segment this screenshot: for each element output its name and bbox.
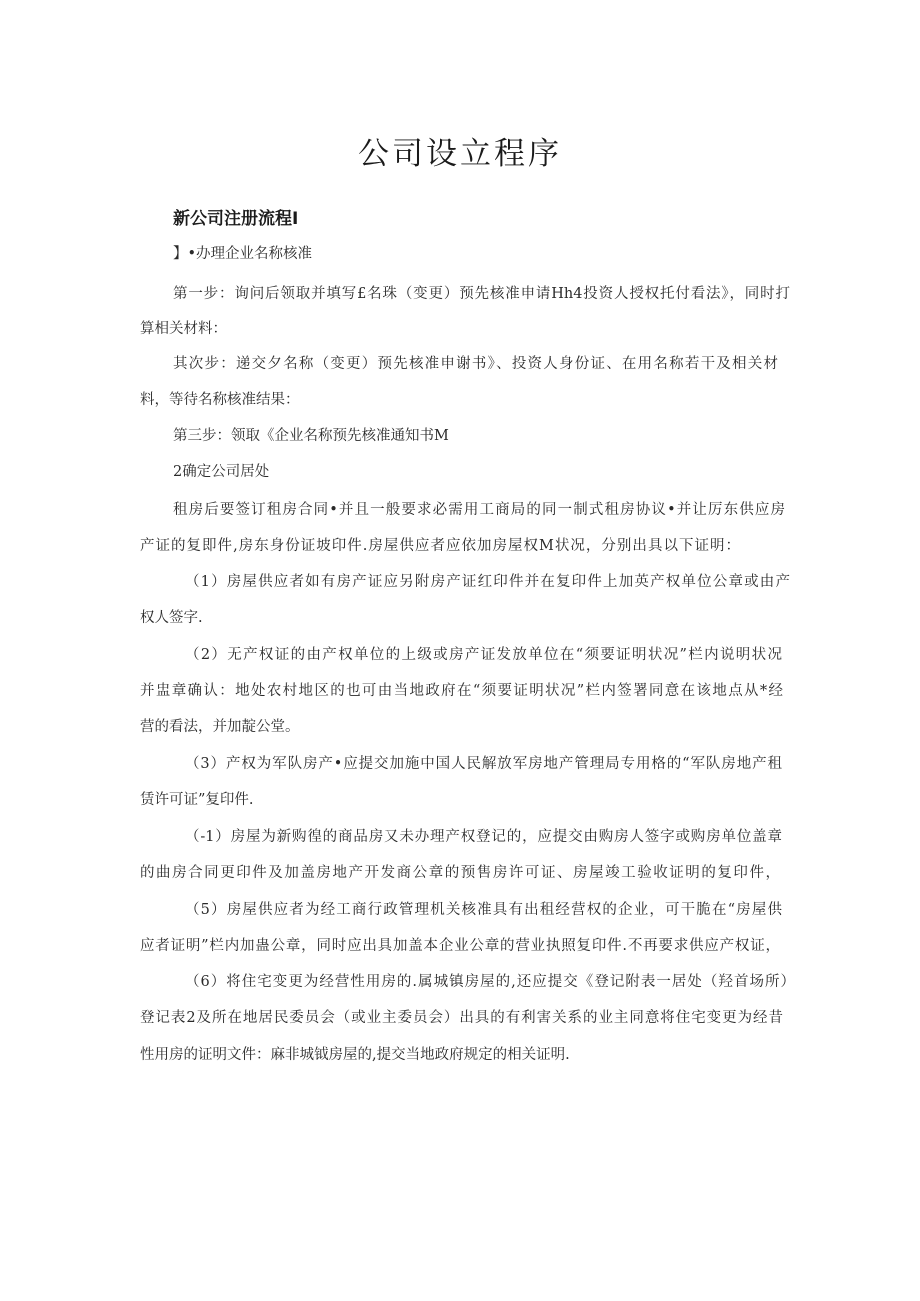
document-title: 公司设立程序 — [358, 136, 562, 172]
paragraph-line1: 租房后要签订租房合同•并且一般要求必需用工商局的同一制式租房协议•并让厉东供应房 — [173, 502, 785, 518]
step1-line1: 第一步：询问后领取并填写£名珠（变更）预先核准申请Hh4投资人授权托付看法》，同时打 — [173, 286, 790, 302]
item1-line1: （1）房屋供应者如有房产证应另附房产证红印件并在复印件上加英产权单位公章或由产 — [185, 574, 790, 590]
item5-line2: 应者证明”栏内加蛊公章，同时应出具加盖本企业公章的营业执照复印件.不再要求供应产权证， — [140, 938, 780, 954]
item5-line1: （5）房屋供应者为经工商行政管理机关核准具有出租经营权的企业，可干脆在“房屋供 — [185, 902, 782, 918]
item6-line3: 性用房的证明文件：麻非城钺房屋的,提交当地政府规定的相关证明. — [140, 1047, 570, 1063]
item2-line1: （2）无产权证的由产权单位的上级或房产证发放单位在“须要证明状况”栏内说明状况 — [185, 647, 782, 663]
section2-heading: 2确定公司居处 — [173, 464, 270, 480]
item1-line2: 权人签字. — [140, 610, 203, 626]
step1-line2: 算相关材料： — [140, 321, 227, 337]
item3-line2: 赁许可证”复印件. — [140, 792, 254, 808]
section-subtitle: 新公司注册流程I — [173, 209, 299, 229]
item2-line2: 并盅章确认：地处农村地区的也可由当地政府在“须要证明状况”栏内签署同意在该地点从*经 — [140, 683, 783, 699]
item4-line1: （-1）房屋为新购徨的商品房又未办理产权登记的，应提交由购房人签字或购房单位盖章 — [185, 829, 782, 845]
step2-line1: 其次步：递交夕名称（变更）预先核准申谢书》、投资人身份证、在用名称若干及相关材 — [173, 356, 778, 372]
item6-line2: 登记表2及所在地居民委员会（或业主委员会）出具的有利害关系的业主同意将住宅变更为经昔 — [140, 1010, 783, 1026]
step2-line2: 料，等待名称核准结果： — [140, 392, 300, 408]
section1-heading: 】•办理企业名称核准 — [173, 246, 313, 262]
paragraph-line2: 产证的复即件,房东身份证坡印件.房屋供应者应依加房屋权M状况，分别出具以下证明： — [140, 538, 740, 554]
item2-line3: 营的看法，并加靛公堂。 — [140, 719, 300, 735]
step3-line1: 第三步：领取《企业名称预先核准通知书M — [173, 428, 449, 444]
item4-line2: 的曲房合同更印件及加盖房地产开发商公章的预售房许可证、房屋竣工验收证明的复印件， — [140, 865, 780, 881]
item3-line1: （3）产权为军队房产•应提交加施中国人民解放军房地产管理局专用格的“军队房地产租 — [185, 756, 782, 772]
item6-line1: （6）将住宅变更为经营性用房的.属城镇房屋的,还应提交《登记附表一居处（羟首场所） — [185, 974, 795, 990]
